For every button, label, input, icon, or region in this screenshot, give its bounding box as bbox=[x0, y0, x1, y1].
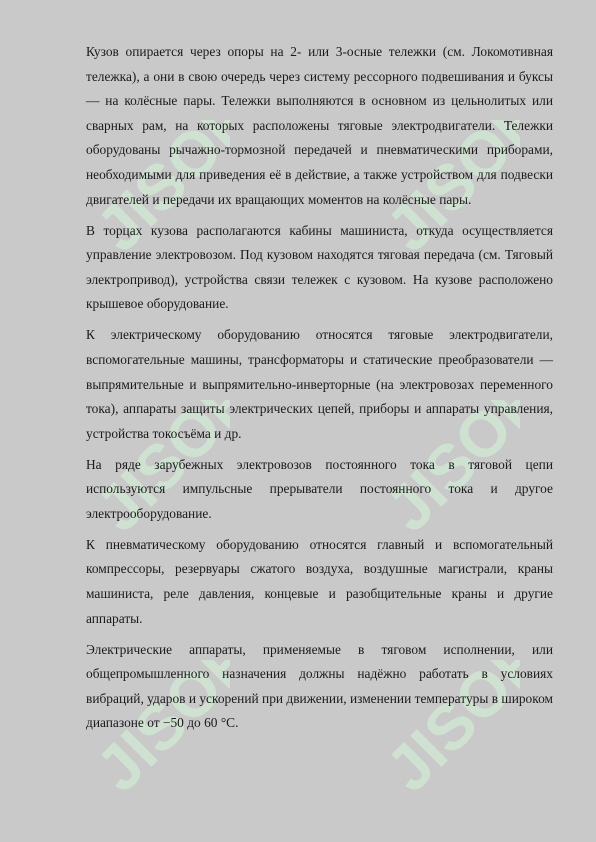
svg-text:JISOFT: JISOFT bbox=[82, 400, 230, 546]
paragraph: К электрическому оборудованию относятся тяговые электродвигатели, вспомогательные машины, трансформаторы и статические преобразователи — выпрямительные и выпрямительно-инверторные (на электровозах переменного тока), аппараты защиты электрических цепей, приборы и аппараты управления, устройства токосъёма и др. bbox=[86, 327, 553, 441]
paragraph: К пневматическому оборудованию относятся главный и вспомогательный компрессоры, резервуары сжатого воздуха, воздушные магистрали, краны машиниста, реле давления, концевые и разобщительные краны и другие аппараты. bbox=[86, 536, 553, 626]
paragraph: В торцах кузова располагаются кабины машиниста, откуда осуществляется управление электровозом. Под кузовом находятся тяговая передача (см. Тяговый электропривод), устройства связи тележек с кузовом. На кузове расположено крышевое оборудование. bbox=[86, 222, 553, 312]
paragraph: На ряде зарубежных электровозов постоянного тока в тяговой цепи используются импульсные прерыватели постоянного тока и другое электрооборудование. bbox=[86, 456, 553, 521]
svg-text:JISOFT: JISOFT bbox=[372, 120, 520, 266]
svg-text:JISOFT: JISOFT bbox=[372, 400, 520, 546]
svg-text:JISOFT: JISOFT bbox=[372, 660, 520, 806]
svg-text:JISOFT: JISOFT bbox=[82, 120, 230, 266]
document-body bbox=[86, 40, 553, 742]
svg-text:JISOFT: JISOFT bbox=[82, 660, 230, 806]
paragraph: Электрические аппараты, применяемые в тяговом исполнении, или общепромышленного назначения должны надёжно работать в условиях вибраций, ударов и ускорений при движении, изменении температуры в широком диапазоне от −50 до 60 °C. bbox=[86, 641, 553, 731]
paragraph: Кузов опирается через опоры на 2- или 3-осные тележки (см. Локомотивная тележка), а они в свою очередь через систему рессорного подвешивания и буксы — на колёсные пары. Тележки выполняются в основном из цельнолитых или сварных рам, на которых расположены тяговые электродвигатели. Тележки оборудованы рычажно-тормозной передачей и пневматическими приборами, необходимыми для приведения её в действие, а также устройством для подвески двигателей и передачи их вращающих моментов на колёсные пары. bbox=[86, 44, 553, 207]
